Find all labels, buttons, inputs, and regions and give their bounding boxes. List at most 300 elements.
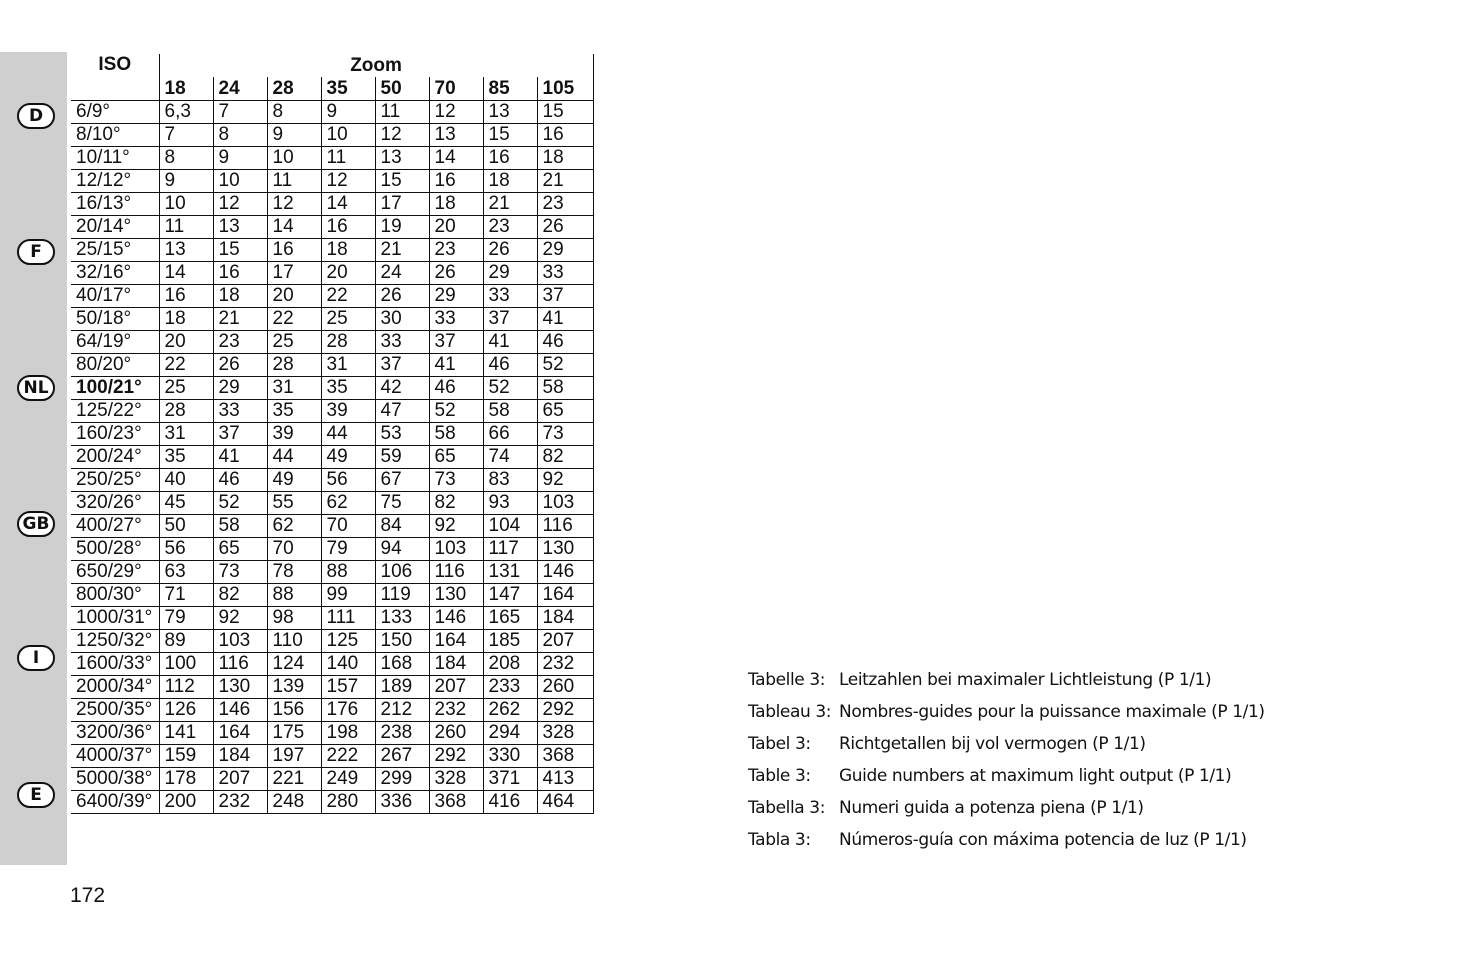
guide-number-cell: 11 [267, 169, 321, 192]
guide-number-cell: 22 [159, 353, 213, 376]
guide-number-cell: 130 [429, 583, 483, 606]
guide-number-cell: 29 [483, 261, 537, 284]
guide-number-cell: 200 [159, 790, 213, 813]
zoom-value-header: 18 [159, 77, 213, 100]
guide-number-cell: 9 [159, 169, 213, 192]
iso-cell: 20/14° [71, 215, 159, 238]
iso-cell: 500/28° [71, 537, 159, 560]
caption-text: Guide numbers at maximum light output (P 1/1) [839, 766, 1232, 786]
table-row [71, 422, 593, 445]
guide-number-cell: 66 [483, 422, 537, 445]
table-row [71, 376, 593, 399]
guide-number-cell: 126 [159, 698, 213, 721]
iso-cell: 2500/35° [71, 698, 159, 721]
guide-number-cell: 29 [429, 284, 483, 307]
guide-number-cell: 184 [537, 606, 593, 629]
table-row [71, 560, 593, 583]
language-badge: E [17, 782, 55, 808]
guide-number-cell: 65 [213, 537, 267, 560]
table-row [71, 698, 593, 721]
guide-number-cell: 31 [267, 376, 321, 399]
guide-number-cell: 26 [483, 238, 537, 261]
guide-number-cell: 55 [267, 491, 321, 514]
iso-cell: 6400/39° [71, 790, 159, 813]
guide-number-cell: 13 [483, 100, 537, 123]
guide-number-cell: 156 [267, 698, 321, 721]
guide-number-cell: 79 [321, 537, 375, 560]
guide-number-cell: 52 [537, 353, 593, 376]
zoom-value-header: 28 [267, 77, 321, 100]
guide-number-cell: 15 [483, 123, 537, 146]
guide-number-cell: 73 [429, 468, 483, 491]
guide-number-cell: 41 [483, 330, 537, 353]
guide-number-cell: 18 [483, 169, 537, 192]
guide-number-cell: 62 [267, 514, 321, 537]
guide-number-cell: 262 [483, 698, 537, 721]
guide-number-cell: 207 [429, 675, 483, 698]
guide-number-cell: 13 [213, 215, 267, 238]
language-badge: I [17, 645, 55, 671]
guide-number-cell: 13 [429, 123, 483, 146]
guide-number-cell: 21 [537, 169, 593, 192]
zoom-value-header: 70 [429, 77, 483, 100]
guide-number-cell: 65 [429, 445, 483, 468]
guide-number-cell: 22 [267, 307, 321, 330]
guide-number-cell: 130 [537, 537, 593, 560]
guide-number-cell: 197 [267, 744, 321, 767]
table-row [71, 238, 593, 261]
guide-number-cell: 233 [483, 675, 537, 698]
iso-cell: 5000/38° [71, 767, 159, 790]
table-row [71, 284, 593, 307]
guide-number-cell: 23 [429, 238, 483, 261]
guide-number-cell: 33 [537, 261, 593, 284]
zoom-value-header: 24 [213, 77, 267, 100]
guide-number-cell: 7 [159, 123, 213, 146]
iso-cell: 8/10° [71, 123, 159, 146]
guide-number-cell: 208 [483, 652, 537, 675]
guide-number-cell: 12 [429, 100, 483, 123]
guide-number-cell: 88 [321, 560, 375, 583]
guide-number-cell: 299 [375, 767, 429, 790]
guide-number-cell: 110 [267, 629, 321, 652]
guide-number-cell: 50 [159, 514, 213, 537]
guide-number-cell: 93 [483, 491, 537, 514]
table-row [71, 629, 593, 652]
guide-number-cell: 23 [213, 330, 267, 353]
guide-number-cell: 53 [375, 422, 429, 445]
iso-cell: 320/26° [71, 491, 159, 514]
guide-number-cell: 7 [213, 100, 267, 123]
iso-cell: 80/20° [71, 353, 159, 376]
guide-number-cell: 20 [321, 261, 375, 284]
guide-number-cell: 164 [429, 629, 483, 652]
caption-text: Números-guía con máxima potencia de luz (P 1/1) [839, 830, 1247, 850]
guide-number-cell: 92 [213, 606, 267, 629]
guide-number-cell: 157 [321, 675, 375, 698]
guide-number-cell: 41 [429, 353, 483, 376]
guide-number-cell: 58 [429, 422, 483, 445]
guide-number-cell: 46 [429, 376, 483, 399]
table-row [71, 744, 593, 767]
guide-number-cell: 146 [537, 560, 593, 583]
guide-number-cell: 221 [267, 767, 321, 790]
guide-number-cell: 9 [267, 123, 321, 146]
guide-number-cell: 29 [213, 376, 267, 399]
guide-number-cell: 131 [483, 560, 537, 583]
iso-cell: 100/21° [71, 376, 159, 399]
iso-cell: 40/17° [71, 284, 159, 307]
guide-number-cell: 94 [375, 537, 429, 560]
guide-number-cell: 46 [213, 468, 267, 491]
guide-number-cell: 31 [321, 353, 375, 376]
guide-number-cell: 260 [429, 721, 483, 744]
guide-number-cell: 44 [321, 422, 375, 445]
guide-number-cell: 328 [429, 767, 483, 790]
guide-number-cell: 79 [159, 606, 213, 629]
guide-number-cell: 189 [375, 675, 429, 698]
guide-number-cell: 37 [537, 284, 593, 307]
guide-number-cell: 12 [375, 123, 429, 146]
guide-number-cell: 20 [429, 215, 483, 238]
guide-number-cell: 30 [375, 307, 429, 330]
guide-number-cell: 33 [213, 399, 267, 422]
guide-number-cell: 139 [267, 675, 321, 698]
guide-number-cell: 11 [321, 146, 375, 169]
guide-number-cell: 75 [375, 491, 429, 514]
guide-number-cell: 116 [537, 514, 593, 537]
guide-number-cell: 371 [483, 767, 537, 790]
guide-number-cell: 175 [267, 721, 321, 744]
guide-number-cell: 260 [537, 675, 593, 698]
guide-number-cell: 368 [429, 790, 483, 813]
guide-number-cell: 147 [483, 583, 537, 606]
guide-number-cell: 39 [321, 399, 375, 422]
guide-number-cell: 33 [483, 284, 537, 307]
guide-number-table [71, 54, 594, 814]
guide-number-cell: 82 [213, 583, 267, 606]
guide-number-cell: 26 [375, 284, 429, 307]
guide-number-cell: 178 [159, 767, 213, 790]
caption-text: Numeri guida a potenza piena (P 1/1) [839, 798, 1144, 818]
guide-number-cell: 12 [321, 169, 375, 192]
guide-number-cell: 119 [375, 583, 429, 606]
page-number: 172 [70, 884, 106, 907]
guide-number-cell: 21 [375, 238, 429, 261]
guide-number-cell: 176 [321, 698, 375, 721]
guide-number-cell: 111 [321, 606, 375, 629]
guide-number-cell: 52 [213, 491, 267, 514]
guide-number-cell: 37 [429, 330, 483, 353]
guide-number-cell: 21 [483, 192, 537, 215]
table-row [71, 537, 593, 560]
guide-number-cell: 44 [267, 445, 321, 468]
guide-number-cell: 35 [159, 445, 213, 468]
guide-number-cell: 40 [159, 468, 213, 491]
guide-number-cell: 146 [429, 606, 483, 629]
iso-cell: 3200/36° [71, 721, 159, 744]
iso-cell: 800/30° [71, 583, 159, 606]
table-captions [748, 664, 1448, 856]
guide-number-cell: 67 [375, 468, 429, 491]
guide-number-cell: 14 [159, 261, 213, 284]
guide-number-cell: 184 [429, 652, 483, 675]
iso-cell: 200/24° [71, 445, 159, 468]
guide-number-cell: 71 [159, 583, 213, 606]
guide-number-cell: 17 [375, 192, 429, 215]
iso-cell: 400/27° [71, 514, 159, 537]
guide-number-cell: 104 [483, 514, 537, 537]
guide-number-cell: 99 [321, 583, 375, 606]
guide-number-cell: 8 [267, 100, 321, 123]
guide-number-cell: 92 [429, 514, 483, 537]
guide-number-cell: 20 [267, 284, 321, 307]
guide-number-cell: 58 [537, 376, 593, 399]
table-row [71, 606, 593, 629]
guide-number-cell: 103 [537, 491, 593, 514]
caption-label: Tabelle 3: [748, 670, 826, 690]
table-row [71, 583, 593, 606]
guide-number-cell: 10 [159, 192, 213, 215]
iso-cell: 50/18° [71, 307, 159, 330]
caption-label: Tableau 3: [748, 702, 832, 722]
guide-number-cell: 73 [537, 422, 593, 445]
guide-number-cell: 16 [483, 146, 537, 169]
guide-number-cell: 330 [483, 744, 537, 767]
caption-text: Leitzahlen bei maximaler Lichtleistung (P 1/1) [839, 670, 1212, 690]
zoom-value-header: 35 [321, 77, 375, 100]
guide-number-cell: 31 [159, 422, 213, 445]
guide-number-cell: 19 [375, 215, 429, 238]
iso-cell: 10/11° [71, 146, 159, 169]
guide-number-cell: 47 [375, 399, 429, 422]
guide-number-cell: 164 [537, 583, 593, 606]
guide-number-cell: 141 [159, 721, 213, 744]
guide-number-cell: 23 [483, 215, 537, 238]
guide-number-cell: 249 [321, 767, 375, 790]
guide-number-cell: 165 [483, 606, 537, 629]
guide-number-cell: 41 [213, 445, 267, 468]
caption-line [748, 824, 1448, 856]
guide-number-cell: 10 [213, 169, 267, 192]
guide-number-cell: 10 [321, 123, 375, 146]
iso-cell: 6/9° [71, 100, 159, 123]
table-row [71, 514, 593, 537]
guide-number-cell: 14 [267, 215, 321, 238]
guide-number-cell: 368 [537, 744, 593, 767]
guide-number-cell: 25 [267, 330, 321, 353]
table-row [71, 330, 593, 353]
guide-number-cell: 328 [537, 721, 593, 744]
guide-number-cell: 103 [213, 629, 267, 652]
guide-number-cell: 106 [375, 560, 429, 583]
guide-number-cell: 52 [429, 399, 483, 422]
guide-number-cell: 232 [537, 652, 593, 675]
guide-number-cell: 41 [537, 307, 593, 330]
guide-number-cell: 28 [267, 353, 321, 376]
guide-number-cell: 52 [483, 376, 537, 399]
guide-number-cell: 58 [213, 514, 267, 537]
guide-number-cell: 65 [537, 399, 593, 422]
guide-number-cell: 464 [537, 790, 593, 813]
guide-number-cell: 42 [375, 376, 429, 399]
guide-number-cell: 125 [321, 629, 375, 652]
guide-number-cell: 232 [213, 790, 267, 813]
table-row [71, 307, 593, 330]
guide-number-cell: 232 [429, 698, 483, 721]
iso-header: ISO [71, 54, 159, 100]
guide-number-cell: 59 [375, 445, 429, 468]
language-badge: F [17, 239, 55, 265]
guide-number-cell: 116 [213, 652, 267, 675]
guide-number-cell: 13 [375, 146, 429, 169]
guide-number-cell: 413 [537, 767, 593, 790]
table-row [71, 261, 593, 284]
guide-number-cell: 294 [483, 721, 537, 744]
guide-number-cell: 33 [429, 307, 483, 330]
iso-cell: 2000/34° [71, 675, 159, 698]
table-row [71, 652, 593, 675]
table-row [71, 169, 593, 192]
guide-number-cell: 130 [213, 675, 267, 698]
guide-number-cell: 89 [159, 629, 213, 652]
guide-number-cell: 8 [159, 146, 213, 169]
caption-line [748, 664, 1448, 696]
guide-number-cell: 49 [267, 468, 321, 491]
guide-number-cell: 88 [267, 583, 321, 606]
guide-number-cell: 58 [483, 399, 537, 422]
guide-number-cell: 21 [213, 307, 267, 330]
caption-text: Nombres-guides pour la puissance maximale (P 1/1) [839, 702, 1265, 722]
guide-number-cell: 49 [321, 445, 375, 468]
guide-number-cell: 37 [213, 422, 267, 445]
guide-number-cell: 45 [159, 491, 213, 514]
guide-number-cell: 56 [159, 537, 213, 560]
zoom-value-header: 50 [375, 77, 429, 100]
guide-number-cell: 25 [159, 376, 213, 399]
caption-line [748, 760, 1448, 792]
guide-number-cell: 28 [159, 399, 213, 422]
guide-number-cell: 16 [321, 215, 375, 238]
table-row [71, 215, 593, 238]
guide-number-cell: 28 [321, 330, 375, 353]
guide-number-cell: 16 [159, 284, 213, 307]
guide-number-cell: 39 [267, 422, 321, 445]
guide-number-cell: 84 [375, 514, 429, 537]
guide-number-cell: 146 [213, 698, 267, 721]
guide-number-cell: 16 [213, 261, 267, 284]
guide-number-cell: 12 [213, 192, 267, 215]
iso-cell: 250/25° [71, 468, 159, 491]
guide-number-cell: 37 [375, 353, 429, 376]
guide-number-cell: 18 [537, 146, 593, 169]
guide-number-cell: 33 [375, 330, 429, 353]
iso-cell: 32/16° [71, 261, 159, 284]
caption-line [748, 696, 1448, 728]
table-row [71, 123, 593, 146]
guide-number-cell: 133 [375, 606, 429, 629]
iso-cell: 12/12° [71, 169, 159, 192]
guide-number-cell: 35 [321, 376, 375, 399]
iso-cell: 1000/31° [71, 606, 159, 629]
guide-number-cell: 198 [321, 721, 375, 744]
iso-cell: 25/15° [71, 238, 159, 261]
guide-number-cell: 207 [537, 629, 593, 652]
guide-number-cell: 280 [321, 790, 375, 813]
guide-number-cell: 267 [375, 744, 429, 767]
guide-number-cell: 25 [321, 307, 375, 330]
table-row [71, 146, 593, 169]
guide-number-cell: 70 [321, 514, 375, 537]
guide-number-cell: 29 [537, 238, 593, 261]
guide-number-cell: 185 [483, 629, 537, 652]
guide-number-cell: 37 [483, 307, 537, 330]
guide-number-cell: 16 [537, 123, 593, 146]
guide-number-cell: 238 [375, 721, 429, 744]
guide-number-cell: 15 [537, 100, 593, 123]
guide-number-cell: 20 [159, 330, 213, 353]
table-row [71, 353, 593, 376]
guide-number-cell: 16 [267, 238, 321, 261]
guide-number-cell: 35 [267, 399, 321, 422]
iso-cell: 4000/37° [71, 744, 159, 767]
language-badge: GB [17, 511, 55, 537]
table-row [71, 468, 593, 491]
guide-number-cell: 14 [321, 192, 375, 215]
guide-number-cell: 92 [537, 468, 593, 491]
caption-label: Tabla 3: [748, 830, 811, 850]
guide-number-cell: 73 [213, 560, 267, 583]
guide-number-cell: 26 [537, 215, 593, 238]
table-body [71, 100, 593, 813]
guide-number-cell: 207 [213, 767, 267, 790]
language-badge: D [17, 103, 55, 129]
guide-number-cell: 82 [537, 445, 593, 468]
guide-number-cell: 74 [483, 445, 537, 468]
guide-number-cell: 63 [159, 560, 213, 583]
guide-number-cell: 15 [375, 169, 429, 192]
guide-number-cell: 16 [429, 169, 483, 192]
guide-number-cell: 168 [375, 652, 429, 675]
iso-cell: 64/19° [71, 330, 159, 353]
guide-number-cell: 117 [483, 537, 537, 560]
guide-number-cell: 17 [267, 261, 321, 284]
table-row [71, 767, 593, 790]
guide-number-cell: 82 [429, 491, 483, 514]
guide-number-cell: 26 [429, 261, 483, 284]
table-row [71, 192, 593, 215]
caption-text: Richtgetallen bij vol vermogen (P 1/1) [839, 734, 1146, 754]
guide-number-cell: 124 [267, 652, 321, 675]
iso-cell: 16/13° [71, 192, 159, 215]
zoom-header: Zoom [159, 54, 593, 77]
guide-number-cell: 15 [213, 238, 267, 261]
caption-line [748, 728, 1448, 760]
guide-number-cell: 78 [267, 560, 321, 583]
guide-number-cell: 98 [267, 606, 321, 629]
guide-number-cell: 103 [429, 537, 483, 560]
iso-cell: 1250/32° [71, 629, 159, 652]
guide-number-cell: 292 [537, 698, 593, 721]
language-badge: NL [17, 375, 55, 401]
language-sidebar [0, 52, 67, 865]
guide-number-cell: 336 [375, 790, 429, 813]
iso-cell: 125/22° [71, 399, 159, 422]
guide-number-cell: 46 [537, 330, 593, 353]
guide-number-cell: 100 [159, 652, 213, 675]
guide-number-cell: 292 [429, 744, 483, 767]
iso-cell: 1600/33° [71, 652, 159, 675]
